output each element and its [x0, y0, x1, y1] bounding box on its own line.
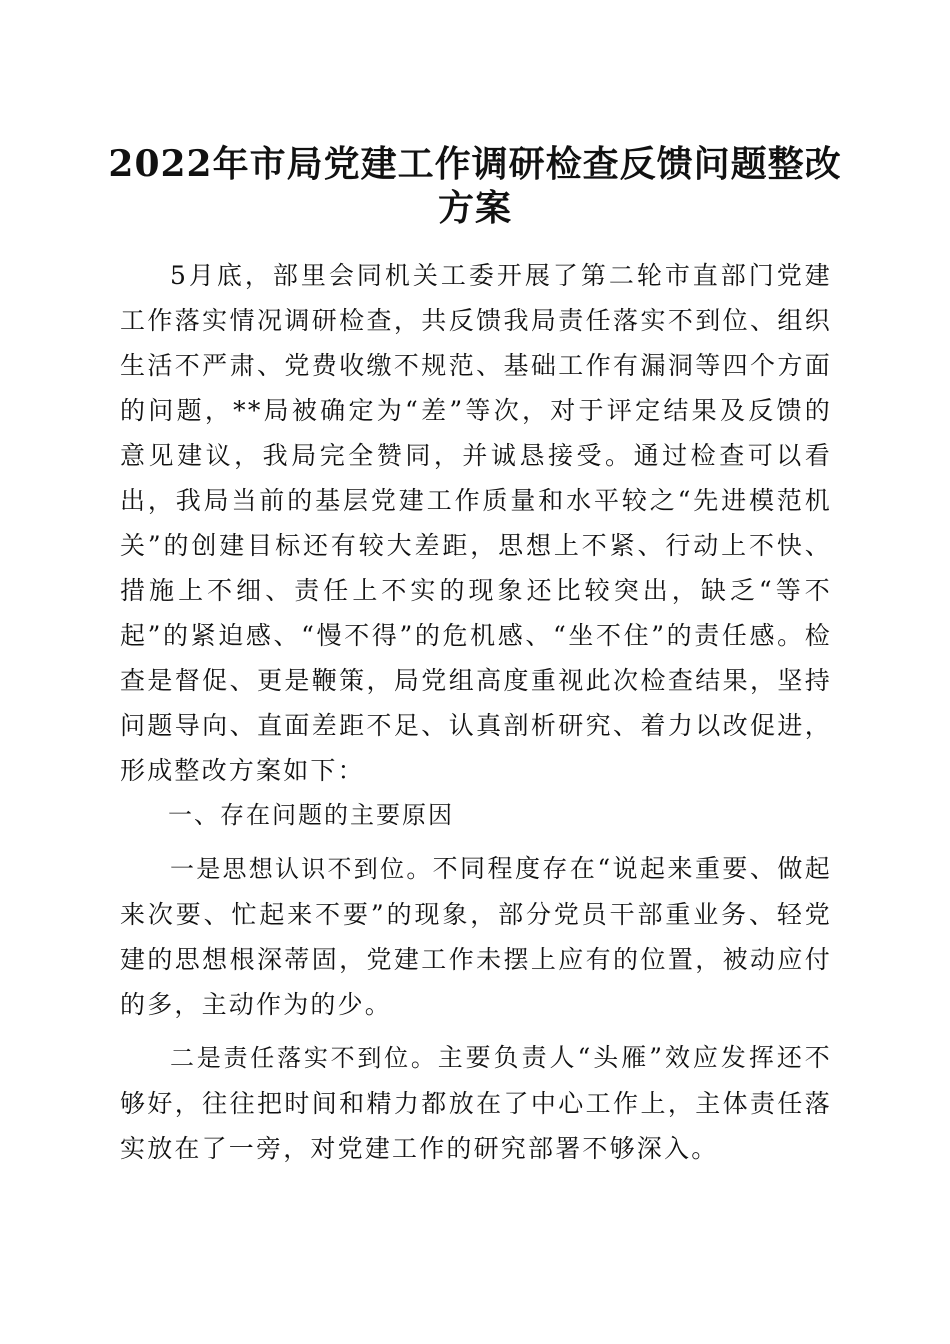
section-heading-1: 一、存在问题的主要原因: [168, 801, 454, 829]
point-paragraph-2: [120, 1035, 832, 1171]
point-2-lead: 二是责任落实不到位。: [170, 1044, 438, 1072]
point-paragraph-1: [120, 846, 832, 1027]
point-1-text: 不同程度存在“说起来重要、做起来次要、忙起来不要”的现象，部分党员干部重业务、轻党建的思想根深蒂固，党建工作未摆上应有的位置，被动应付的多，主动作为的少。: [120, 854, 832, 1019]
intro-paragraph: 5月底，部里会同机关工委开展了第二轮市直部门党建工作落实情况调研检查，共反馈我局责任落实不到位、组织生活不严肃、党费收缴不规范、基础工作有漏洞等四个方面的问题，**局被确定为“差”等次，对于评定结果及反馈的意见建议，我局完全赞同，并诚恳接受。通过检查可以看出，我局当前的基层党建工作质量和水平较之“先进模范机关”的创建目标还有较大差距，思想上不紧、行动上不快、措施上不细、责任上不实的现象还比较突出，缺乏“等不起”的紧迫感、“慢不得”的危机感、“坐不住”的责任感。检查是督促、更是鞭策，局党组高度重视此次检查结果，坚持问题导向、直面差距不足、认真剖析研究、着力以改促进，形成整改方案如下：: [120, 261, 832, 785]
document-title-line-1: 2022年市局党建工作调研检查反馈问题整改: [108, 143, 842, 185]
document-body: [120, 253, 832, 1171]
point-1-lead: 一是思想认识不到位。: [170, 855, 433, 883]
point-2-text: 主要负责人“头雁”效应发挥还不够好，往往把时间和精力都放在了中心工作上，主体责任落实放在了一旁，对党建工作的研究部署不够深入。: [120, 1043, 832, 1163]
document-title-line-2: 方案: [437, 187, 512, 229]
